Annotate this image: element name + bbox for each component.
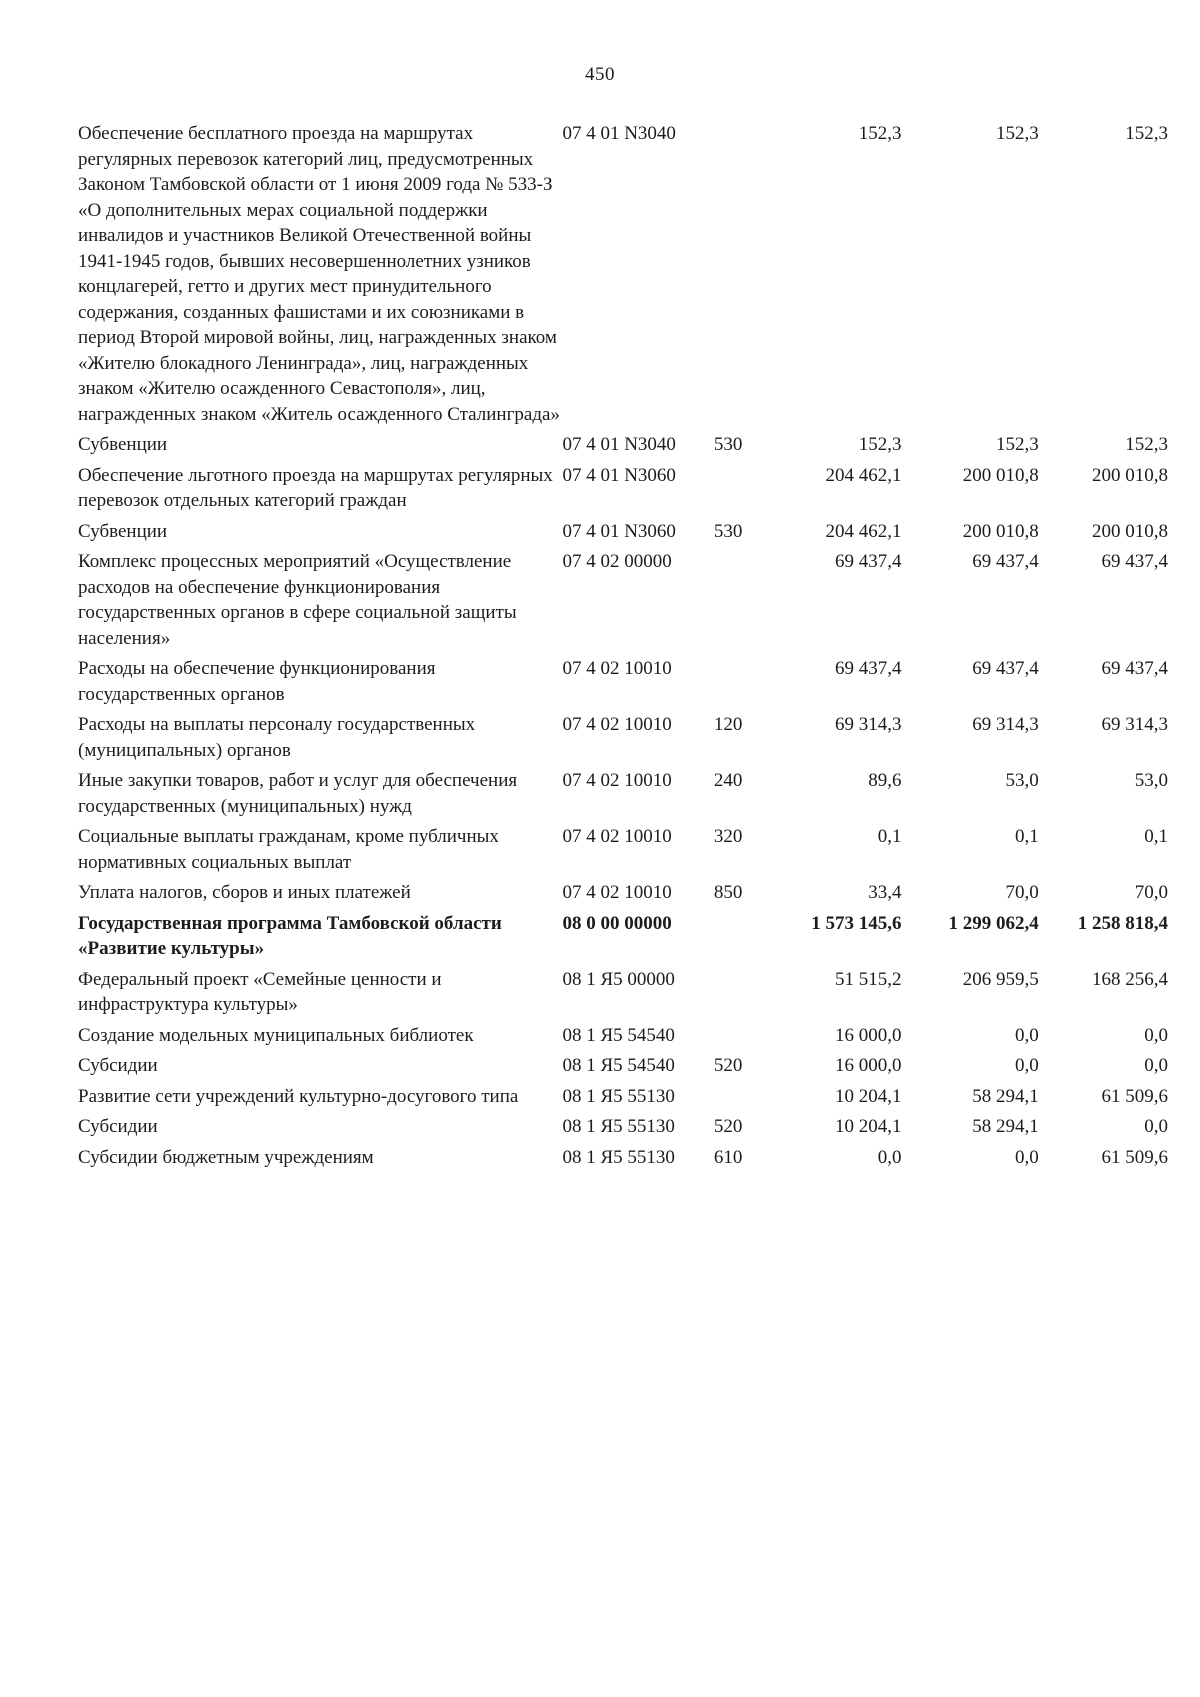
row-expense-type xyxy=(714,463,764,519)
row-code: 08 1 Я5 55130 xyxy=(562,1146,675,1168)
row-code: 08 1 Я5 55130 xyxy=(562,1085,675,1107)
table-row xyxy=(78,1145,1168,1176)
row-amount-year-2: 69 437,4 xyxy=(972,658,1039,679)
row-amount-year-3: 69 314,3 xyxy=(1101,714,1168,735)
table-row xyxy=(78,768,1168,824)
table-row xyxy=(78,519,1168,550)
row-amount-year-3: 168 256,4 xyxy=(1092,968,1168,990)
table-row xyxy=(78,911,1168,967)
row-name: Развитие сети учреждений культурно-досугового типа xyxy=(78,1085,519,1107)
budget-table xyxy=(78,121,1168,1175)
row-expense-type xyxy=(714,121,764,432)
row-name: Субсидии xyxy=(78,1055,158,1076)
row-amount-year-1: 0,1 xyxy=(877,826,902,847)
row-expense-type xyxy=(714,1023,764,1054)
row-amount-year-2: 58 294,1 xyxy=(972,1116,1039,1137)
row-code: 08 1 Я5 54540 xyxy=(562,1055,675,1076)
row-expense-type: 530 xyxy=(713,434,743,455)
row-name: Комплекс процессных мероприятий «Осуществление расходов на обеспечение функционирования государственных органов в сфере социальной защиты населения» xyxy=(78,551,517,649)
row-name: Уплата налогов, сборов и иных платежей xyxy=(78,882,411,903)
row-code: 07 4 01 N3060 xyxy=(562,520,676,542)
row-name: Федеральный проект «Семейные ценности и инфраструктура культуры» xyxy=(78,968,442,1015)
row-amount-year-3: 69 437,4 xyxy=(1101,658,1168,679)
row-amount-year-3: 0,0 xyxy=(1144,1055,1168,1076)
row-amount-year-3: 61 509,6 xyxy=(1101,1085,1168,1107)
row-amount-year-2: 69 437,4 xyxy=(972,551,1039,572)
row-amount-year-3: 53,0 xyxy=(1134,770,1168,791)
row-amount-year-1: 33,4 xyxy=(868,882,902,903)
table-row xyxy=(78,1053,1168,1084)
row-amount-year-3: 200 010,8 xyxy=(1092,464,1168,486)
row-name: Обеспечение льготного проезда на маршрутах регулярных перевозок отдельных категорий граждан xyxy=(78,464,553,511)
row-amount-year-1: 1 573 145,6 xyxy=(811,912,902,934)
row-expense-type: 520 xyxy=(713,1055,743,1076)
row-amount-year-2: 200 010,8 xyxy=(962,520,1039,542)
row-amount-year-3: 0,1 xyxy=(1144,826,1168,847)
row-amount-year-3: 0,0 xyxy=(1144,1024,1168,1046)
row-amount-year-1: 69 437,4 xyxy=(835,658,902,679)
row-code: 07 4 01 N3060 xyxy=(562,464,676,486)
page-number: 450 xyxy=(585,64,615,85)
row-amount-year-3: 1 258 818,4 xyxy=(1077,912,1168,934)
row-name: Субсидии xyxy=(78,1116,158,1137)
row-expense-type: 120 xyxy=(713,714,743,735)
table-row xyxy=(78,1023,1168,1054)
row-amount-year-2: 70,0 xyxy=(1005,882,1039,903)
row-amount-year-2: 0,0 xyxy=(1015,1055,1039,1076)
row-name: Расходы на выплаты персоналу государственных (муниципальных) органов xyxy=(78,714,476,761)
row-code: 07 4 02 10010 xyxy=(562,770,672,791)
row-name: Субсидии бюджетным учреждениям xyxy=(78,1146,374,1168)
row-amount-year-3: 70,0 xyxy=(1134,882,1168,903)
row-code: 08 1 Я5 00000 xyxy=(562,968,675,990)
row-amount-year-1: 69 314,3 xyxy=(835,714,902,735)
row-amount-year-1: 204 462,1 xyxy=(825,520,902,542)
table-row xyxy=(78,549,1168,656)
row-amount-year-1: 89,6 xyxy=(868,770,902,791)
row-expense-type xyxy=(714,549,764,656)
table-row xyxy=(78,1084,1168,1115)
row-code: 07 4 02 10010 xyxy=(562,714,672,735)
row-amount-year-2: 0,0 xyxy=(1015,1024,1039,1046)
row-name: Государственная программа Тамбовской области «Развитие культуры» xyxy=(78,912,502,959)
table-row xyxy=(78,967,1168,1023)
row-name: Обеспечение бесплатного проезда на маршрутах регулярных перевозок категорий лиц, предусмотренных Законом Тамбовской области от 1 июня 2009 года № 533-З «О дополнительных мерах социальной поддержки инвалидов и участников Великой Отечественной войны 1941-1945 годов, бывших несовершеннолетних узников концлагерей, гетто и других мест принудительного содержания, созданных фашистами и их союзниками в период Второй мировой войны, лиц, награжденных знаком «Жителю блокадного Ленинграда», лиц, награжденных знаком «Жителю осажденного Севастополя», лиц, награжденных знаком «Житель осажденного Сталинграда» xyxy=(78,123,560,425)
row-amount-year-2: 200 010,8 xyxy=(962,464,1039,486)
row-amount-year-2: 53,0 xyxy=(1005,770,1039,791)
row-amount-year-1: 16 000,0 xyxy=(835,1055,902,1076)
row-amount-year-1: 0,0 xyxy=(877,1146,902,1168)
row-amount-year-1: 51 515,2 xyxy=(835,968,902,990)
row-amount-year-2: 152,3 xyxy=(996,123,1039,144)
table-row xyxy=(78,824,1168,880)
row-amount-year-1: 69 437,4 xyxy=(835,551,902,572)
row-amount-year-2: 0,1 xyxy=(1015,826,1039,847)
row-amount-year-1: 16 000,0 xyxy=(835,1024,902,1046)
table-row xyxy=(78,656,1168,712)
row-amount-year-3: 152,3 xyxy=(1125,434,1168,455)
row-code: 07 4 01 N3040 xyxy=(562,434,676,455)
row-amount-year-2: 1 299 062,4 xyxy=(948,912,1039,934)
row-code: 07 4 02 00000 xyxy=(562,551,672,572)
budget-table-body xyxy=(78,121,1168,1175)
row-name: Расходы на обеспечение функционирования государственных органов xyxy=(78,658,436,705)
row-amount-year-3: 69 437,4 xyxy=(1101,551,1168,572)
row-amount-year-1: 152,3 xyxy=(858,123,902,144)
row-name: Субвенции xyxy=(78,434,168,455)
row-amount-year-2: 58 294,1 xyxy=(972,1085,1039,1107)
row-code: 07 4 02 10010 xyxy=(562,826,672,847)
row-expense-type: 850 xyxy=(713,882,743,903)
row-code: 08 1 Я5 54540 xyxy=(562,1024,675,1046)
row-amount-year-3: 200 010,8 xyxy=(1092,520,1168,542)
table-row xyxy=(78,463,1168,519)
table-row xyxy=(78,121,1168,432)
row-amount-year-1: 204 462,1 xyxy=(825,464,902,486)
row-name: Иные закупки товаров, работ и услуг для обеспечения государственных (муниципальных) нужд xyxy=(78,770,518,817)
row-name: Создание модельных муниципальных библиотек xyxy=(78,1024,474,1046)
table-row xyxy=(78,1114,1168,1145)
row-name: Социальные выплаты гражданам, кроме публичных нормативных социальных выплат xyxy=(78,826,499,873)
row-expense-type xyxy=(714,1084,764,1115)
row-amount-year-3: 0,0 xyxy=(1144,1116,1168,1137)
row-amount-year-2: 206 959,5 xyxy=(962,968,1039,990)
row-code: 08 0 00 00000 xyxy=(562,912,672,934)
row-amount-year-2: 152,3 xyxy=(996,434,1039,455)
row-expense-type: 320 xyxy=(713,826,743,847)
row-expense-type xyxy=(714,967,764,1023)
row-expense-type xyxy=(714,656,764,712)
row-expense-type xyxy=(714,911,764,967)
row-code: 07 4 02 10010 xyxy=(562,658,672,679)
row-expense-type: 610 xyxy=(713,1146,743,1168)
row-code: 07 4 01 N3040 xyxy=(562,123,676,144)
row-amount-year-1: 10 204,1 xyxy=(835,1085,902,1107)
table-row xyxy=(78,432,1168,463)
row-code: 07 4 02 10010 xyxy=(562,882,672,903)
row-amount-year-3: 61 509,6 xyxy=(1101,1146,1168,1168)
row-name: Субвенции xyxy=(78,520,168,542)
row-expense-type: 520 xyxy=(713,1116,743,1137)
row-expense-type: 530 xyxy=(713,520,743,542)
row-amount-year-1: 10 204,1 xyxy=(835,1116,902,1137)
row-amount-year-2: 0,0 xyxy=(1015,1146,1039,1168)
row-expense-type: 240 xyxy=(713,770,743,791)
row-amount-year-1: 152,3 xyxy=(858,434,902,455)
row-amount-year-2: 69 314,3 xyxy=(972,714,1039,735)
table-row xyxy=(78,880,1168,911)
row-amount-year-3: 152,3 xyxy=(1125,123,1168,144)
row-code: 08 1 Я5 55130 xyxy=(562,1116,675,1137)
table-row xyxy=(78,712,1168,768)
